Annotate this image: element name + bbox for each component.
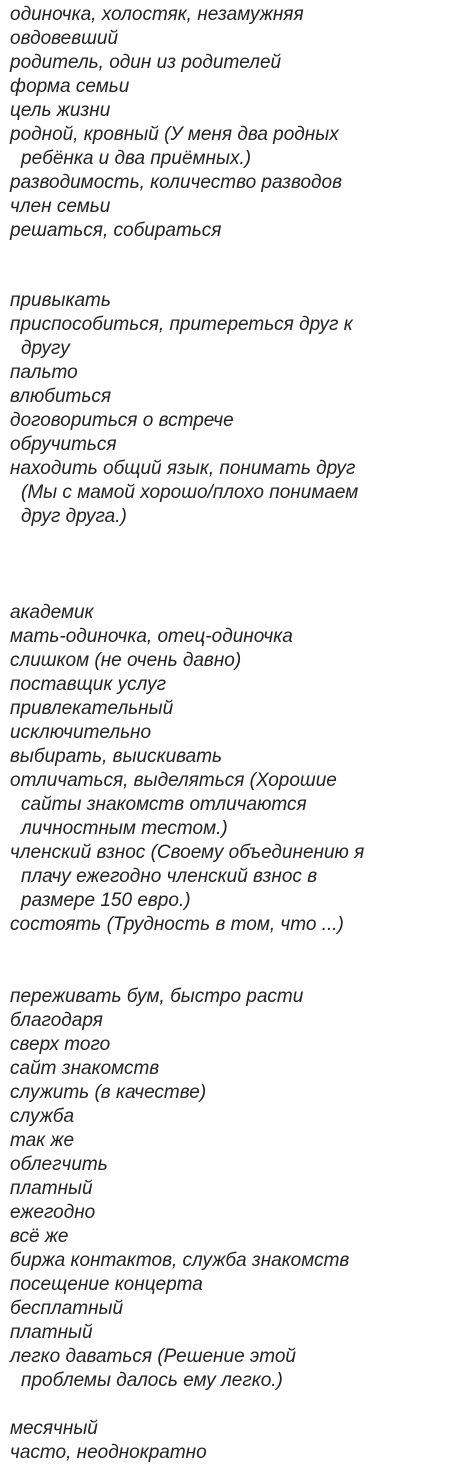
- vocab-line: всё же: [10, 1226, 69, 1247]
- vocab-line: привлекательный: [10, 698, 174, 719]
- vocab-line: так же: [10, 1130, 75, 1151]
- vocab-group-services: [10, 985, 460, 1465]
- vocab-line: приспособиться, притереться друг к: [10, 314, 353, 335]
- vocab-line: членский взнос (Своему объединению я: [10, 842, 365, 863]
- vocab-line: сверх того: [10, 1034, 111, 1055]
- vocab-line-continuation: проблемы далось ему легко.): [21, 1370, 283, 1391]
- vocab-line: платный: [10, 1178, 93, 1199]
- vocab-line: одиночка, холостяк, незамужняя: [10, 4, 304, 25]
- vocab-line: цель жизни: [10, 100, 111, 121]
- vocab-line-continuation: сайты знакомств отличаются: [21, 794, 307, 815]
- vocab-group-dating: [10, 601, 460, 937]
- vocab-line: разводимость, количество разводов: [10, 172, 343, 193]
- vocab-line-continuation: ребёнка и два приёмных.): [21, 148, 252, 169]
- vocab-line: выбирать, выискивать: [10, 746, 223, 767]
- vocab-group-relationships: [10, 289, 460, 529]
- vocab-line: находить общий язык, понимать друг: [10, 458, 356, 479]
- vocab-line-continuation: другу: [21, 338, 70, 359]
- vocab-line: служба: [10, 1106, 75, 1127]
- vocab-line: облегчить: [10, 1154, 108, 1175]
- vocab-line: родной, кровный (У меня два родных: [10, 124, 339, 145]
- vocab-line: сайт знакомств: [10, 1058, 160, 1079]
- vocab-line-continuation: личностным тестом.): [21, 818, 228, 839]
- vocab-line-continuation: друг друга.): [21, 506, 127, 527]
- vocab-line: поставщик услуг: [10, 674, 166, 695]
- vocab-line: состоять (Трудность в том, что ...): [10, 914, 344, 935]
- vocab-line: бесплатный: [10, 1298, 124, 1319]
- vocab-line: овдовевший: [10, 28, 119, 49]
- vocab-line: пальто: [10, 362, 78, 383]
- vocab-group-family: [10, 3, 460, 243]
- vocab-line-continuation: размере 150 евро.): [21, 890, 191, 911]
- vocab-line: месячный: [10, 1418, 98, 1439]
- vocab-line: благодаря: [10, 1010, 103, 1031]
- vocab-line: служить (в качестве): [10, 1082, 207, 1103]
- vocab-line: посещение концерта: [10, 1274, 203, 1295]
- vocab-line: слишком (не очень давно): [10, 650, 242, 671]
- vocab-line: легко даваться (Решение этой: [10, 1346, 297, 1367]
- vocab-line: обручиться: [10, 434, 117, 455]
- vocab-line: отличаться, выделяться (Хорошие: [10, 770, 337, 791]
- vocab-line: биржа контактов, служба знакомств: [10, 1250, 350, 1271]
- vocab-line-continuation: плачу ежегодно членский взнос в: [21, 866, 318, 887]
- vocab-line: член семьи: [10, 196, 111, 217]
- vocab-line: исключительно: [10, 722, 152, 743]
- vocab-line: платный: [10, 1322, 93, 1343]
- vocab-line: форма семьи: [10, 76, 130, 97]
- vocab-line: влюбиться: [10, 386, 112, 407]
- vocab-line: решаться, собираться: [10, 220, 222, 241]
- vocab-line: часто, неоднократно: [10, 1442, 207, 1463]
- vocab-line: родитель, один из родителей: [10, 52, 282, 73]
- vocab-line: договориться о встрече: [10, 410, 234, 431]
- vocab-line: привыкать: [10, 290, 111, 311]
- vocab-line: академик: [10, 602, 94, 623]
- vocab-line: переживать бум, быстро расти: [10, 986, 304, 1007]
- vocab-line: ежегодно: [10, 1202, 96, 1223]
- vocab-line: мать-одиночка, отец-одиночка: [10, 626, 293, 647]
- blank-line: [10, 1393, 460, 1417]
- vocab-line-continuation: (Мы с мамой хорошо/плохо понимаем: [21, 482, 359, 503]
